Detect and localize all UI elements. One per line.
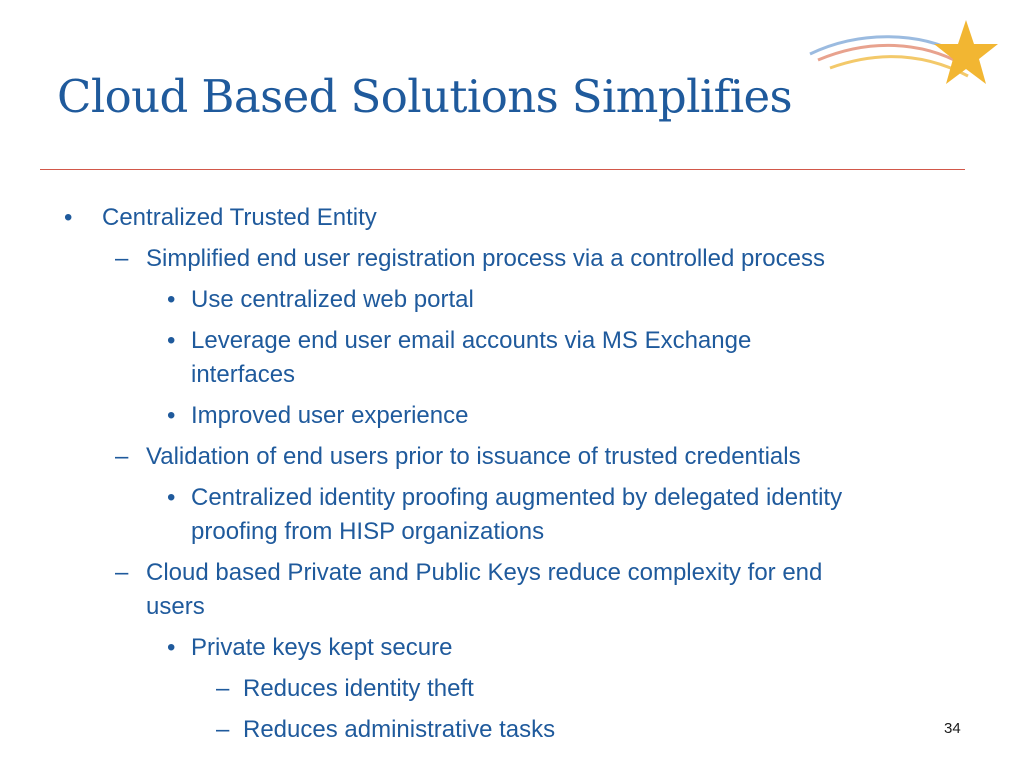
dash-marker: – — [115, 245, 129, 272]
bullet-centralized-trusted-entity: Centralized Trusted Entity — [102, 204, 377, 231]
dash-marker: – — [115, 559, 129, 586]
dash-marker: – — [216, 675, 230, 702]
dot-marker: • — [167, 402, 176, 429]
sub-bullet-cloud-keys-line1: Cloud based Private and Public Keys reduce complexity for end — [146, 559, 823, 586]
sub-bullet-registration: Simplified end user registration process via a controlled process — [146, 245, 825, 272]
bullet-marker: • — [64, 204, 73, 231]
sub-sub-bullet-email-line2: interfaces — [191, 361, 296, 388]
sub-bullet-cloud-keys-line2: users — [146, 593, 205, 620]
sub-sub-bullet-web-portal: Use centralized web portal — [191, 286, 474, 313]
sub-bullet-validation: Validation of end users prior to issuance of trusted credentials — [146, 443, 801, 470]
logo-swoosh-gold — [830, 57, 968, 76]
dot-marker: • — [167, 484, 176, 511]
sub-sub-bullet-proofing-line2: proofing from HISP organizations — [191, 518, 545, 545]
sub-sub-bullet-private-keys: Private keys kept secure — [191, 634, 453, 661]
dot-marker: • — [167, 634, 176, 661]
slide-title: Cloud Based Solutions Simplifies — [57, 70, 793, 123]
shooting-star-icon — [800, 14, 1000, 106]
page-number: 34 — [944, 720, 961, 737]
level4-bullet-admin-tasks: Reduces administrative tasks — [243, 716, 556, 743]
sub-sub-bullet-proofing-line1: Centralized identity proofing augmented by delegated identity — [191, 484, 843, 511]
dash-marker: – — [115, 443, 129, 470]
dot-marker: • — [167, 327, 176, 354]
level4-bullet-identity-theft: Reduces identity theft — [243, 675, 474, 702]
dash-marker: – — [216, 716, 230, 743]
title-divider — [40, 169, 965, 170]
sub-sub-bullet-email-line1: Leverage end user email accounts via MS Exchange — [191, 327, 752, 354]
sub-sub-bullet-user-experience: Improved user experience — [191, 402, 469, 429]
dot-marker: • — [167, 286, 176, 313]
